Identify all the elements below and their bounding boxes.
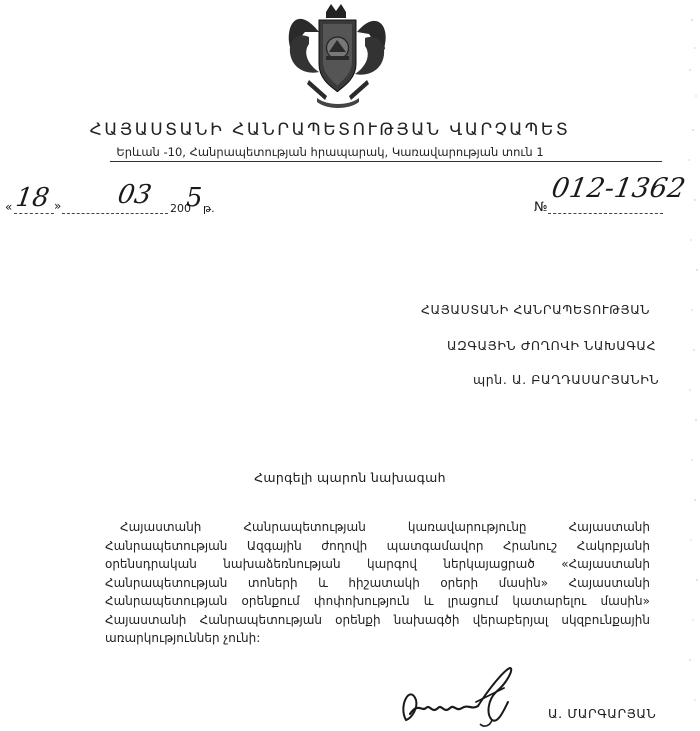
signer-name: Ա. ՄԱՐԳԱՐՅԱՆ bbox=[548, 706, 657, 721]
date-year-unit: թ. bbox=[203, 202, 215, 215]
date-day-line bbox=[14, 213, 54, 214]
date-day: 18 bbox=[13, 183, 52, 213]
number-label: № bbox=[534, 200, 548, 215]
date-year-prefix: 200 bbox=[170, 202, 191, 215]
armenian-coat-of-arms-icon bbox=[279, 2, 394, 110]
addressee-line-1: ՀԱՅԱՍՏԱՆԻ ՀԱՆՐԱՊԵՏՈՒԹՅԱՆ bbox=[421, 302, 651, 317]
org-address: Երևան -10, Հանրապետության հրապարակ, Կառավարության տուն 1 bbox=[116, 145, 544, 159]
header-divider bbox=[110, 161, 662, 162]
addressee-line-3: պրն. Ա. ԲԱՂԴԱՍԱՐՅԱՆԻՆ bbox=[473, 372, 660, 387]
date-close-quote: » bbox=[54, 199, 62, 213]
salutation: Հարգելի պարոն նախագահ bbox=[254, 470, 446, 485]
signature-image bbox=[392, 662, 522, 730]
date-month: 03 bbox=[115, 180, 154, 210]
org-title: ՀԱՅԱՍՏԱՆԻ ՀԱՆՐԱՊԵՏՈՒԹՅԱՆ ՎԱՐՉԱՊԵՏ bbox=[89, 120, 571, 140]
date-open-quote: « bbox=[5, 200, 13, 214]
date-year-suffix: 5 bbox=[186, 183, 203, 213]
addressee-line-2: ԱԶԳԱՅԻՆ ԺՈՂՈՎԻ ՆԱԽԱԳԱՀ bbox=[447, 338, 657, 353]
number-line bbox=[548, 213, 663, 214]
number-value: 012-1362 bbox=[549, 173, 689, 204]
date-month-line bbox=[62, 213, 168, 214]
scan-noise bbox=[686, 0, 700, 731]
letter-body: Հայաստանի Հանրապետության կառավարությունը Հայաստանի Հանրապետության Ազգային ժողովի պատգամավոր Հրանուշ Հակոբյանի օրենսդրական նախաձեռնության կարգով ներկայացրած «Հայաստանի Հանրապետության տոների և հիշատակի օրերի մասին» Հայաստանի Հանրապետության օրենքում փոփոխություն և լրացում կատարելու մասին» Հայաստանի Հանրապետության օրենքի նախագծի վերաբերյալ սկզբունքային առարկություններ չունի: bbox=[105, 520, 650, 645]
